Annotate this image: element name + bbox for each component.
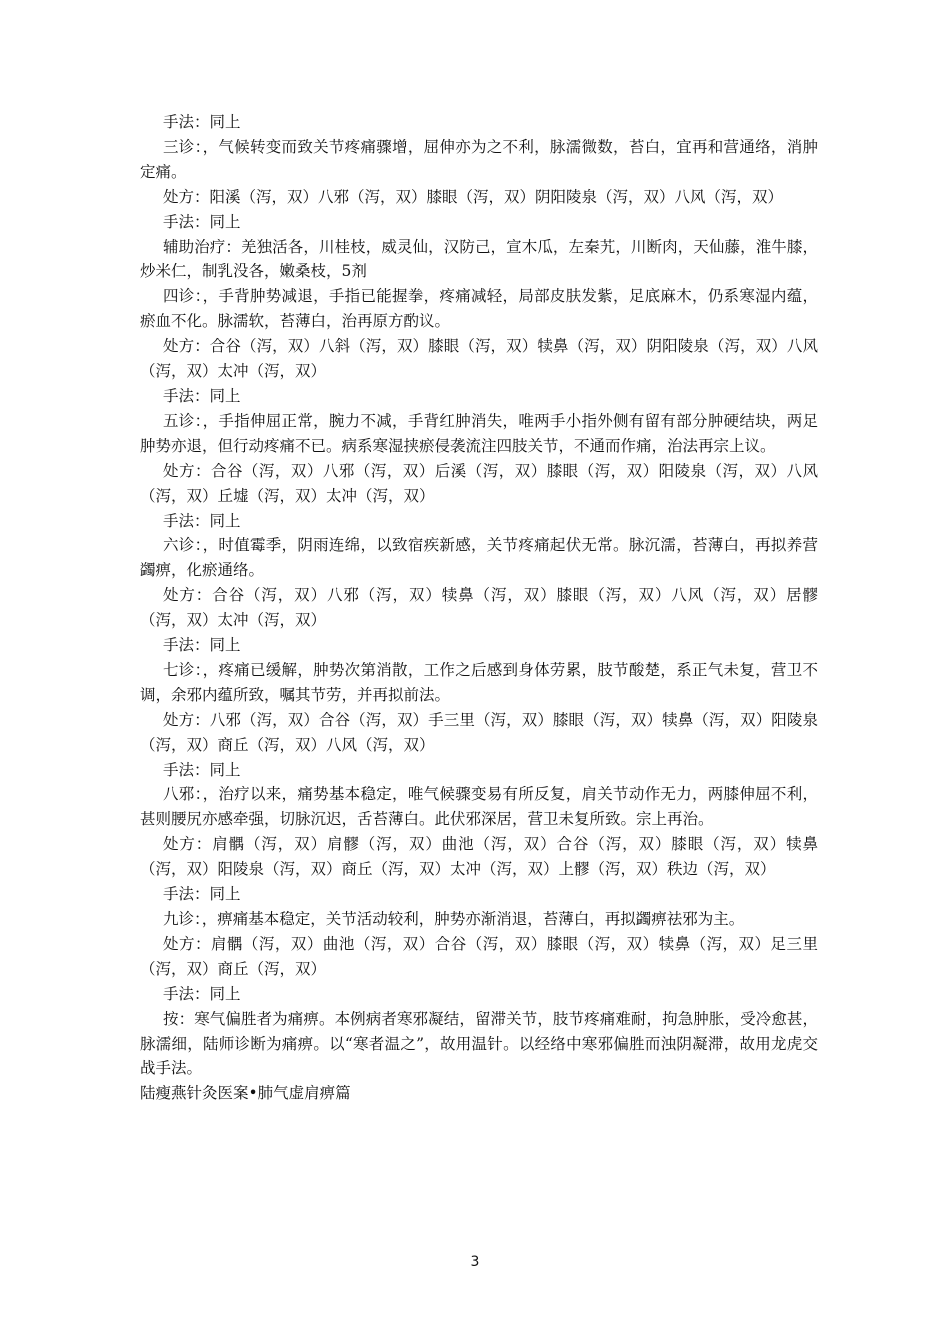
paragraph: 五诊：，手指伸屈正常，腕力不减，手背红肿消失，唯两手小指外侧有留有部分肿硬结块，两足肿势亦退，但行动疼痛不已。病系寒湿挟瘀侵袭流注四肢关节，不通而作痛，治法再宗上议。 <box>140 411 818 455</box>
paragraph: 八邪：，治疗以来，痛势基本稳定，唯气候骤变易有所反复，肩关节动作无力，两膝伸屈不利，甚则腰尻亦感牵强，切脉沉迟，舌苔薄白。此伏邪深居，营卫未复所致。宗上再治。 <box>140 785 818 829</box>
paragraph: 处方：八邪（泻，双）合谷（泻，双）手三里（泻，双）膝眼（泻，双）犊鼻（泻，双）阳陵泉（泻，双）商丘（泻，双）八风（泻，双） <box>140 710 818 754</box>
paragraph: 手法：同上 <box>163 885 241 904</box>
paragraph: 处方：肩髃（泻，双）曲池（泻，双）合谷（泻，双）膝眼（泻，双）犊鼻（泻，双）足三里（泻，双）商丘（泻，双） <box>140 934 818 978</box>
section-heading: 陆瘦燕针灸医案•肺气虚肩痹篇 <box>140 1084 351 1103</box>
page-number: 3 <box>470 1254 480 1270</box>
paragraph: 手法：同上 <box>163 386 241 405</box>
paragraph: 辅助治疗：羌独活各，川桂枝，威灵仙，汉防己，宣木瓜，左秦艽，川断肉，天仙藤，淮牛膝，炒米仁，制乳没各，嫩桑枝，5剂 <box>140 237 818 281</box>
paragraph: 按：寒气偏胜者为痛痹。本例病者寒邪凝结，留滞关节，肢节疼痛难耐，拘急肿胀，受冷愈甚，脉濡细，陆师诊断为痛痹。以“寒者温之”，故用温针。以经络中寒邪偏胜而浊阴凝滞，故用龙虎交战手法。 <box>140 1009 818 1078</box>
paragraph: 六诊：，时值霉季，阴雨连绵，以致宿疾新感，关节疼痛起伏无常。脉沉濡，苔薄白，再拟养营蠲痹，化瘀通络。 <box>140 536 818 580</box>
paragraph: 处方：合谷（泻，双）八邪（泻，双）后溪（泻，双）膝眼（泻，双）阳陵泉（泻，双）八风（泻，双）丘墟（泻，双）太冲（泻，双） <box>140 461 818 505</box>
paragraph: 手法：同上 <box>163 636 241 655</box>
paragraph: 处方：合谷（泻，双）八邪（泻，双）犊鼻（泻，双）膝眼（泻，双）八风（泻，双）居髎（泻，双）太冲（泻，双） <box>140 586 818 630</box>
paragraph: 四诊：，手背肿势减退，手指已能握拳，疼痛减轻，局部皮肤发紫，足底麻木，仍系寒湿内蕴，瘀血不化。脉濡软，苔薄白，治再原方酌议。 <box>140 287 818 331</box>
paragraph: 处方：阳溪（泻，双）八邪（泻，双）膝眼（泻，双）阴阳陵泉（泻，双）八风（泻，双） <box>163 187 784 206</box>
paragraph: 手法：同上 <box>163 212 241 231</box>
paragraph: 手法：同上 <box>163 984 241 1003</box>
paragraph: 手法：同上 <box>163 760 241 779</box>
paragraph: 手法：同上 <box>163 511 241 530</box>
paragraph: 手法：同上 <box>163 113 241 131</box>
paragraph: 处方：肩髃（泻，双）肩髎（泻，双）曲池（泻，双）合谷（泻，双）膝眼（泻，双）犊鼻（泻，双）阳陵泉（泻，双）商丘（泻，双）太冲（泻，双）上髎（泻，双）秩边（泻，双） <box>140 835 818 879</box>
paragraph: 九诊：，痹痛基本稳定，关节活动较利，肿势亦渐消退，苔薄白，再拟蠲痹祛邪为主。 <box>163 910 745 928</box>
paragraph: 处方：合谷（泻，双）八斜（泻，双）膝眼（泻，双）犊鼻（泻，双）阴阳陵泉（泻，双）八风（泻，双）太冲（泻，双） <box>140 337 818 381</box>
paragraph: 七诊：，疼痛已缓解，肿势次第消散，工作之后感到身体劳累，肢节酸楚，系正气未复，营卫不调，余邪内蕴所致，嘱其节劳，并再拟前法。 <box>140 660 818 704</box>
paragraph: 三诊：，气候转变而致关节疼痛骤增，屈伸亦为之不利，脉濡微数，苔白，宜再和营通络，消肿定痛。 <box>140 137 818 181</box>
case-record-text <box>140 110 818 1106</box>
